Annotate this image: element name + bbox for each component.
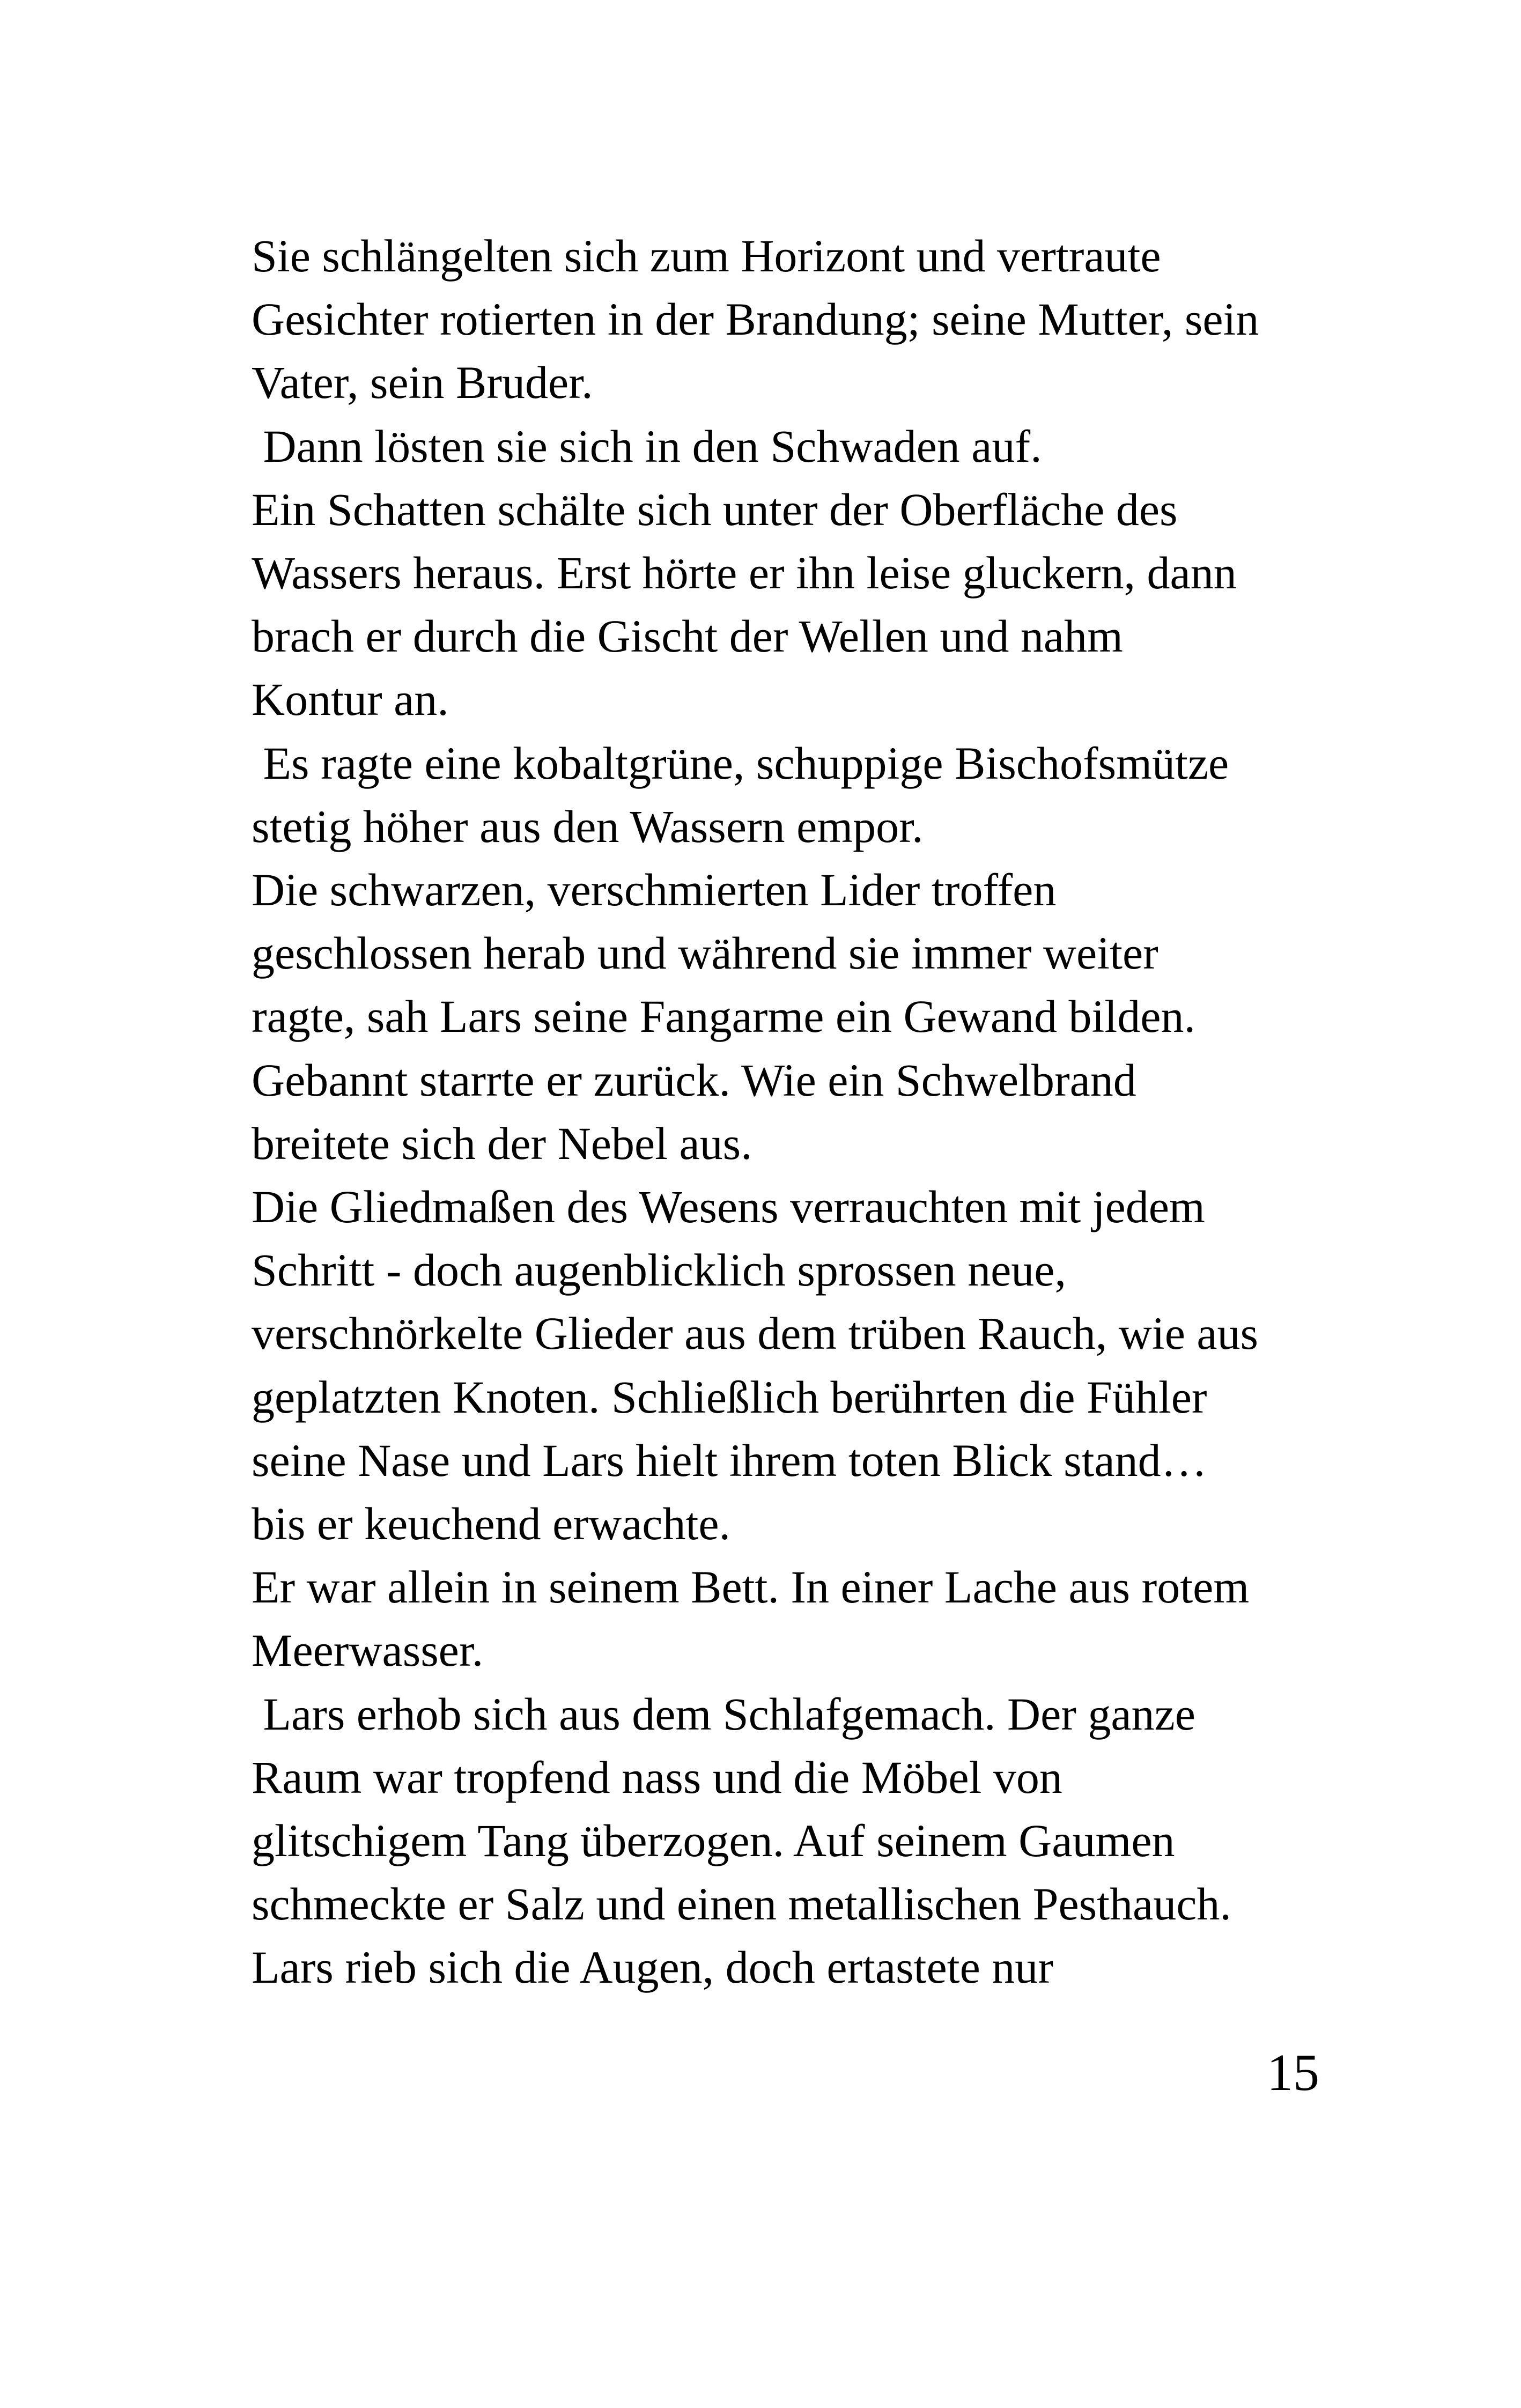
- text-line: bis er keuchend erwachte.: [252, 1498, 731, 1550]
- text-line: ragte, sah Lars seine Fangarme ein Gewand bilden.: [252, 991, 1195, 1043]
- text-line: Vater, sein Bruder.: [252, 357, 593, 409]
- text-line: Sie schlängelten sich zum Horizont und vertraute: [252, 230, 1161, 282]
- page-number: 15: [1267, 2044, 1319, 2102]
- text-line: schmeckte er Salz und einen metallischen Pesthauch.: [252, 1878, 1231, 1930]
- text-line: Die schwarzen, verschmierten Lider troffen: [252, 864, 1057, 916]
- text-line: Meerwasser.: [252, 1624, 484, 1676]
- text-line: geschlossen herab und während sie immer weiter: [252, 927, 1158, 979]
- text-line: brach er durch die Gischt der Wellen und nahm: [252, 610, 1123, 662]
- text-line: Lars rieb sich die Augen, doch ertastete nur: [252, 1941, 1053, 1993]
- text-line: geplatzten Knoten. Schließlich berührten die Fühler: [252, 1371, 1207, 1423]
- text-line: Gesichter rotierten in der Brandung; seine Mutter, sein: [252, 293, 1259, 345]
- text-line: Ein Schatten schälte sich unter der Oberfläche des: [252, 483, 1178, 535]
- text-line: Gebannt starrte er zurück. Wie ein Schwelbrand: [252, 1054, 1136, 1106]
- text-line: glitschigem Tang überzogen. Auf seinem Gaumen: [252, 1815, 1175, 1867]
- text-line: verschnörkelte Glieder aus dem trüben Rauch, wie aus: [252, 1308, 1259, 1360]
- text-line: seine Nase und Lars hielt ihrem toten Blick stand…: [252, 1434, 1207, 1486]
- text-line: stetig höher aus den Wassern empor.: [252, 800, 924, 852]
- text-line: Wassers heraus. Erst hörte er ihn leise gluckern, dann: [252, 547, 1237, 599]
- text-line: Raum war tropfend nass und die Möbel von: [252, 1751, 1062, 1803]
- text-line: Es ragte eine kobaltgrüne, schuppige Bischofsmütze: [252, 737, 1229, 789]
- text-line: Lars erhob sich aus dem Schlafgemach. Der ganze: [252, 1688, 1195, 1740]
- text-line: Er war allein in seinem Bett. In einer Lache aus rotem: [252, 1561, 1250, 1613]
- body-text: [252, 224, 1378, 1999]
- text-line: Die Gliedmaßen des Wesens verrauchten mit jedem: [252, 1181, 1205, 1233]
- text-line: Schritt - doch augenblicklich sprossen neue,: [252, 1244, 1066, 1296]
- text-line: breitete sich der Nebel aus.: [252, 1117, 752, 1169]
- text-line: Kontur an.: [252, 674, 449, 726]
- text-line: Dann lösten sie sich in den Schwaden auf.: [252, 420, 1042, 472]
